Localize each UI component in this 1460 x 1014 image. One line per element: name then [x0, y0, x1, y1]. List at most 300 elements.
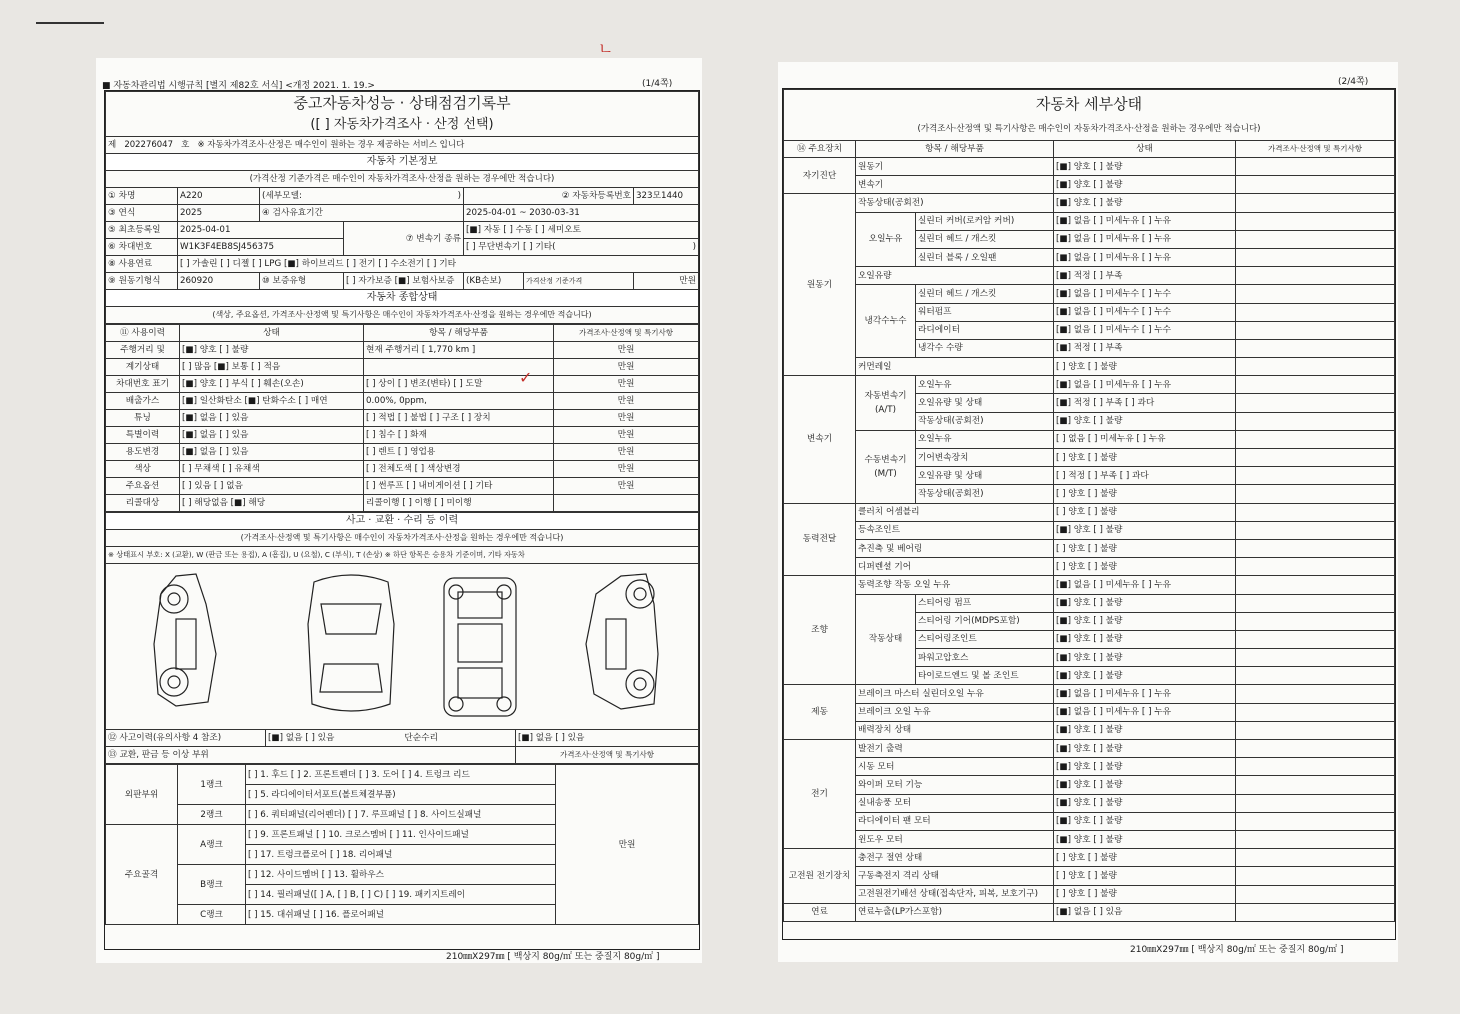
reg-number: 323모1440 — [634, 188, 699, 205]
detail-row — [784, 576, 1395, 594]
part-state: [ ] 양호 [ ] 불량 — [1054, 358, 1236, 376]
part-checklist: [ ] 15. 대쉬패널 [ ] 16. 플로어패널 — [246, 905, 556, 925]
device-group-name: 변속기 — [784, 376, 856, 503]
exchange-label: ⑬ 교환, 판금 등 이상 부위 — [106, 747, 516, 764]
part-checklist: [ ] 14. 필러패널([ ] A, [ ] B, [ ] C) [ ] 19. 패키지트레이 — [246, 885, 556, 905]
overall-unit — [554, 495, 699, 512]
part-price-cell — [1236, 667, 1395, 685]
part-state: [ ] 양호 [ ] 불량 — [1054, 485, 1236, 503]
exchange-table — [105, 764, 699, 925]
overall-row — [106, 495, 699, 512]
part-state: [ ] 양호 [ ] 불량 — [1054, 885, 1236, 903]
form-subtitle: ([ ] 자동차가격조사 · 산정 선택) — [106, 114, 699, 137]
part-name: 오일유량 및 상태 — [916, 394, 1054, 412]
overall-label: 튜닝 — [106, 410, 180, 427]
part-name: 구동축전지 격리 상태 — [856, 867, 1054, 885]
overall-detail: [ ] 적법 [ ] 불법 [ ] 구조 [ ] 장치 — [364, 410, 554, 427]
detail-note: (가격조사·산정액 및 특기사항은 매수인이 자동차가격조사·산정을 원하는 경우에만 적습니다) — [784, 118, 1395, 141]
part-price-cell — [1236, 158, 1395, 176]
overall-label: 용도변경 — [106, 444, 180, 461]
car-name: A220 — [178, 188, 260, 205]
part-name: 라디에이터 팬 모터 — [856, 812, 1054, 830]
detail-row — [784, 267, 1395, 285]
base-price-unit: 만원 — [634, 273, 699, 290]
engine-type-label: ⑨ 원동기형식 — [106, 273, 178, 290]
part-price-cell — [1236, 230, 1395, 248]
doc-no-suffix: 호 — [181, 140, 190, 150]
part-state: [■] 양호 [ ] 불량 — [1054, 412, 1236, 430]
overall-row — [106, 444, 699, 461]
price-col-header-2: 가격조사·산정액 및 특기사항 — [1236, 141, 1395, 158]
overall-row — [106, 427, 699, 444]
insurer: (KB손보) — [464, 273, 524, 290]
part-price-cell — [1236, 776, 1395, 794]
accident-history-label: ⑫ 사고이력(유의사항 4 참조) — [106, 730, 266, 747]
sub-group-name: 냉각수누수 — [856, 285, 916, 358]
part-name: 실린더 헤드 / 개스킷 — [916, 230, 1054, 248]
part-price-cell — [1236, 503, 1395, 521]
part-state: [■] 적정 [ ] 부족 — [1054, 339, 1236, 357]
part-price-cell — [1236, 594, 1395, 612]
part-name: 냉각수 수량 — [916, 339, 1054, 357]
form-title: 중고자동차성능 · 상태점검기록부 — [106, 92, 699, 115]
part-state: [■] 없음 [ ] 미세누수 [ ] 누수 — [1054, 285, 1236, 303]
part-name: 작동상태(공회전) — [916, 412, 1054, 430]
engine-type: 260920 — [178, 273, 260, 290]
device-group-name: 원동기 — [784, 194, 856, 376]
year-label: ③ 연식 — [106, 205, 178, 222]
detail-table — [783, 89, 1395, 922]
part-checklist: [ ] 17. 트렁크플로어 [ ] 18. 리어패널 — [246, 845, 556, 865]
detail-row — [784, 376, 1395, 394]
warranty-options: [ ] 자가보증 [■] 보험사보증 — [346, 276, 455, 286]
vin: W1K3F4EB8SJ456375 — [178, 239, 344, 256]
overall-unit: 만원 — [554, 376, 699, 393]
part-state: [■] 없음 [ ] 있음 — [1054, 903, 1236, 921]
overall-state: [ ] 해당없음 [■] 해당 — [180, 495, 364, 512]
detail-row — [784, 285, 1395, 303]
accident-heading: 사고 · 교환 · 수리 등 이력 — [106, 513, 699, 530]
part-price-cell — [1236, 721, 1395, 739]
car-name-label: ① 차명 — [106, 188, 178, 205]
part-state: [■] 양호 [ ] 불량 — [1054, 776, 1236, 794]
overall-label: 차대번호 표기 — [106, 376, 180, 393]
overall-detail: [ ] 전체도색 [ ] 색상변경 — [364, 461, 554, 478]
part-price-cell — [1236, 630, 1395, 648]
overall-detail: 0.00%, 0ppm, — [364, 393, 554, 410]
part-name: 커먼레일 — [856, 358, 1054, 376]
detail-row — [784, 867, 1395, 885]
detail-row — [784, 158, 1395, 176]
device-group-name: 제동 — [784, 685, 856, 740]
overall-label: 계기상태 — [106, 359, 180, 376]
part-price-cell — [1236, 812, 1395, 830]
form-frame — [104, 90, 700, 950]
part-name: 오일유량 및 상태 — [916, 467, 1054, 485]
part-checklist: [ ] 9. 프론트패널 [ ] 10. 크로스멤버 [ ] 11. 인사이드패널 — [246, 825, 556, 845]
part-name: 충전구 절연 상태 — [856, 849, 1054, 867]
part-name: 스티어링조인트 — [916, 630, 1054, 648]
accident-note: (가격조사·산정액 및 특기사항은 매수인이 자동차가격조사·산정을 원하는 경우에만 적습니다) — [106, 530, 699, 547]
overall-row — [106, 461, 699, 478]
overall-unit: 만원 — [554, 427, 699, 444]
overall-detail: 리콜이행 [ ] 이행 [ ] 미이행 — [364, 495, 554, 512]
overall-state: [■] 없음 [ ] 있음 — [180, 410, 364, 427]
part-price-cell — [1236, 885, 1395, 903]
rank-label: B랭크 — [178, 865, 246, 905]
vin-label: ⑥ 차대번호 — [106, 239, 178, 256]
part-price-cell — [1236, 521, 1395, 539]
status-legend: ※ 상태표시 부호: X (교환), W (판금 또는 용접), A (흠집), U (요철), C (부식), T (손상) ※ 하단 항목은 승용차 기준이며, 기타 자동차 — [106, 547, 699, 564]
part-state: [ ] 양호 [ ] 불량 — [1054, 449, 1236, 467]
model-close: ) — [457, 191, 461, 201]
part-price-cell — [1236, 903, 1395, 921]
part-price-cell — [1236, 176, 1395, 194]
car-diagram — [106, 564, 696, 724]
part-state: [■] 양호 [ ] 불량 — [1054, 812, 1236, 830]
overall-label: 리콜대상 — [106, 495, 180, 512]
part-price-cell — [1236, 558, 1395, 576]
overall-state: [ ] 있음 [ ] 없음 — [180, 478, 364, 495]
overall-state: [■] 없음 [ ] 있음 — [180, 444, 364, 461]
detail-row — [784, 430, 1395, 448]
exchange-price-header: 가격조사·산정액 및 특기사항 — [516, 747, 699, 764]
part-name: 브레이크 마스터 실린더오일 누유 — [856, 685, 1054, 703]
part-name: 브레이크 오일 누유 — [856, 703, 1054, 721]
state-col-header-2: 상태 — [1054, 141, 1236, 158]
overall-unit: 만원 — [554, 410, 699, 427]
overall-unit: 만원 — [554, 478, 699, 495]
overall-detail: [ ] 렌트 [ ] 영업용 — [364, 444, 554, 461]
overall-unit: 만원 — [554, 342, 699, 359]
part-name: 디퍼렌셜 기어 — [856, 558, 1054, 576]
detail-row — [784, 740, 1395, 758]
part-price-cell — [1236, 412, 1395, 430]
part-group-name: 주요골격 — [106, 825, 178, 925]
part-state: [■] 양호 [ ] 불량 — [1054, 740, 1236, 758]
sub-group-name: 수동변속기 (M/T) — [856, 430, 916, 503]
part-state: [ ] 양호 [ ] 불량 — [1054, 539, 1236, 557]
doc-note: ※ 자동차가격조사·산정은 매수인이 원하는 경우 제공하는 서비스 입니다 — [197, 140, 465, 150]
detail-row — [784, 812, 1395, 830]
detail-row — [784, 849, 1395, 867]
part-price-cell — [1236, 612, 1395, 630]
part-price-cell — [1236, 849, 1395, 867]
car-side-right-diagram — [586, 574, 658, 709]
page1-footer: 210㎜X297㎜ [ 백상지 80g/㎡ 또는 중질지 80g/㎡ ] — [446, 952, 660, 962]
detail-row — [784, 903, 1395, 921]
part-price-cell — [1236, 194, 1395, 212]
part-state: [■] 양호 [ ] 불량 — [1054, 830, 1236, 848]
detail-row — [784, 358, 1395, 376]
part-name: 클러치 어셈블리 — [856, 503, 1054, 521]
warranty-label: ⑩ 보증유형 — [260, 273, 344, 290]
part-state: [■] 없음 [ ] 미세누유 [ ] 누유 — [1054, 212, 1236, 230]
form-header-left: ■ 자동차관리법 시행규칙 [별지 제82호 서식] <개정 2021. 1. 19.> — [102, 81, 375, 91]
part-price-cell — [1236, 685, 1395, 703]
part-name: 실린더 블록 / 오일팬 — [916, 248, 1054, 266]
inspection-period: 2025-04-01 ~ 2030-03-31 — [464, 205, 699, 222]
overall-label: 주행거리 및 — [106, 342, 180, 359]
device-group-name: 고전원 전기장치 — [784, 849, 856, 904]
part-state: [■] 없음 [ ] 미세누유 [ ] 누유 — [1054, 576, 1236, 594]
pen-stroke — [36, 22, 104, 24]
part-price-cell — [1236, 649, 1395, 667]
part-name: 배력장치 상태 — [856, 721, 1054, 739]
reg-no-label: ② 자동차등록번호 — [464, 188, 634, 205]
overall-unit: 만원 — [554, 393, 699, 410]
part-state: [ ] 양호 [ ] 불량 — [1054, 503, 1236, 521]
part-name: 오일누유 — [916, 430, 1054, 448]
overall-state: [ ] 많음 [■] 보통 [ ] 적음 — [180, 359, 364, 376]
part-state: [■] 양호 [ ] 불량 — [1054, 630, 1236, 648]
part-price-cell — [1236, 867, 1395, 885]
part-price-cell — [1236, 376, 1395, 394]
overall-heading: 자동차 종합상태 — [106, 290, 699, 307]
car-underbody-diagram — [444, 578, 516, 716]
part-state: [■] 없음 [ ] 미세누유 [ ] 누유 — [1054, 685, 1236, 703]
part-state: [■] 양호 [ ] 불량 — [1054, 649, 1236, 667]
part-name: 워터펌프 — [916, 303, 1054, 321]
first-reg-label: ⑤ 최초등록일 — [106, 222, 178, 239]
part-state: [■] 적정 [ ] 부족 [ ] 과다 — [1054, 394, 1236, 412]
part-name: 오일누유 — [916, 376, 1054, 394]
sub-group-name: 오일누유 — [856, 212, 916, 267]
part-name: 고전원전기배선 상태(접속단자, 피복, 보호기구) — [856, 885, 1054, 903]
fuel-label: ⑧ 사용연료 — [106, 256, 178, 273]
overall-detail: [ ] 침수 [ ] 화재 — [364, 427, 554, 444]
part-name: 스티어링 펌프 — [916, 594, 1054, 612]
transmission-options-1: [■] 자동 [ ] 수동 [ ] 세미오토 — [464, 222, 699, 239]
transmission-options-2: [ ] 무단변속기 [ ] 기타( — [466, 242, 556, 252]
part-price-cell — [1236, 303, 1395, 321]
part-state: [ ] 없음 [ ] 미세누유 [ ] 누유 — [1054, 430, 1236, 448]
price-col-header: 가격조사·산정액 및 특기사항 — [554, 325, 699, 342]
detail-row — [784, 503, 1395, 521]
part-price-cell — [1236, 248, 1395, 266]
part-state: [■] 없음 [ ] 미세누유 [ ] 누유 — [1054, 376, 1236, 394]
car-diagram-area — [106, 564, 699, 730]
part-state: [■] 양호 [ ] 불량 — [1054, 667, 1236, 685]
part-price-cell — [1236, 321, 1395, 339]
rank-label: 2랭크 — [178, 805, 246, 825]
device-group-name: 전기 — [784, 740, 856, 849]
overall-unit: 만원 — [554, 359, 699, 376]
sub-group-name: 자동변속기 (A/T) — [856, 376, 916, 431]
part-checklist: [ ] 1. 후드 [ ] 2. 프론트펜더 [ ] 3. 도어 [ ] 4. 트렁크 리드 — [246, 765, 556, 785]
inspection-label: ④ 검사유효기간 — [260, 205, 464, 222]
overall-label: 특별이력 — [106, 427, 180, 444]
rank-label: C랭크 — [178, 905, 246, 925]
device-group-name: 조향 — [784, 576, 856, 685]
part-state: [■] 양호 [ ] 불량 — [1054, 794, 1236, 812]
form-page-1 — [96, 58, 702, 963]
part-state: [■] 양호 [ ] 불량 — [1054, 594, 1236, 612]
part-state: [■] 양호 [ ] 불량 — [1054, 194, 1236, 212]
part-price-cell — [1236, 339, 1395, 357]
overall-detail: 현재 주행거리 [ 1,770 km ] — [364, 342, 554, 359]
part-name: 연료누출(LP가스포함) — [856, 903, 1054, 921]
overall-state: [■] 양호 [ ] 불량 — [180, 342, 364, 359]
overall-row — [106, 478, 699, 495]
basic-info-heading: 자동차 기본정보 — [106, 154, 699, 171]
part-name: 파워고압호스 — [916, 649, 1054, 667]
detail-row — [784, 794, 1395, 812]
transmission-close: ) — [692, 242, 696, 252]
part-state: [■] 양호 [ ] 불량 — [1054, 721, 1236, 739]
part-price-cell — [1236, 467, 1395, 485]
part-name: 변속기 — [856, 176, 1054, 194]
part-name: 라디에이터 — [916, 321, 1054, 339]
basic-info-table — [105, 91, 699, 324]
part-price-cell — [1236, 703, 1395, 721]
part-state: [■] 양호 [ ] 불량 — [1054, 158, 1236, 176]
detail-row — [784, 703, 1395, 721]
detail-row — [784, 685, 1395, 703]
part-price-cell — [1236, 830, 1395, 848]
part-name: 기어변속장치 — [916, 449, 1054, 467]
part-name: 오일유량 — [856, 267, 1054, 285]
car-top-diagram — [308, 575, 394, 711]
detail-row — [784, 521, 1395, 539]
model-label: (세부모델: — [262, 191, 302, 201]
part-name: 동력조향 작동 오일 누유 — [856, 576, 1054, 594]
detail-row — [784, 539, 1395, 557]
part-price-cell — [1236, 449, 1395, 467]
accident-history-value: [■] 없음 [ ] 있음 — [268, 733, 335, 743]
detail-row — [784, 176, 1395, 194]
overall-state: [■] 양호 [ ] 부식 [ ] 훼손(오손) — [180, 376, 364, 393]
part-price-cell — [1236, 430, 1395, 448]
transmission-label: ⑦ 변속기 종류 — [344, 222, 464, 256]
part-state: [■] 없음 [ ] 미세누유 [ ] 누유 — [1054, 248, 1236, 266]
overall-note: (색상, 주요옵션, 가격조사·산정액 및 특기사항은 매수인이 자동차가격조사·산정을 원하는 경우에만 적습니다) — [106, 307, 699, 324]
part-name: 시동 모터 — [856, 758, 1054, 776]
base-price-label: 가격산정 기준가격 — [524, 273, 634, 290]
overall-label: 배출가스 — [106, 393, 180, 410]
fuel-options: [ ] 가솔린 [ ] 디젤 [ ] LPG [■] 하이브리드 [ ] 전기 [ ] 수소전기 [ ] 기타 — [178, 256, 699, 273]
overall-label: 주요옵션 — [106, 478, 180, 495]
part-name: 윈도우 모터 — [856, 830, 1054, 848]
detail-row — [784, 830, 1395, 848]
detail-row — [784, 758, 1395, 776]
part-state: [ ] 양호 [ ] 불량 — [1054, 867, 1236, 885]
part-state: [■] 양호 [ ] 불량 — [1054, 176, 1236, 194]
detail-row — [784, 721, 1395, 739]
part-state: [ ] 양호 [ ] 불량 — [1054, 558, 1236, 576]
part-state: [■] 없음 [ ] 미세누수 [ ] 누수 — [1054, 303, 1236, 321]
part-price-cell — [1236, 758, 1395, 776]
form-page-2 — [778, 62, 1398, 962]
part-name: 실내송풍 모터 — [856, 794, 1054, 812]
part-name: 실린더 커버(로커암 커버) — [916, 212, 1054, 230]
rank-label: 1랭크 — [178, 765, 246, 805]
overall-state: [ ] 무채색 [ ] 유채색 — [180, 461, 364, 478]
part-state: [ ] 양호 [ ] 불량 — [1054, 849, 1236, 867]
overall-row — [106, 359, 699, 376]
part-price-cell — [1236, 267, 1395, 285]
part-col-header: 항목 / 해당부품 — [856, 141, 1054, 158]
part-name: 작동상태(공회전) — [916, 485, 1054, 503]
detail-row — [784, 558, 1395, 576]
overall-unit: 만원 — [554, 461, 699, 478]
part-state: [■] 양호 [ ] 불량 — [1054, 612, 1236, 630]
part-price-cell — [1236, 212, 1395, 230]
accident-table — [105, 512, 699, 764]
detail-row — [784, 885, 1395, 903]
device-group-name: 연료 — [784, 903, 856, 921]
part-price-cell — [1236, 485, 1395, 503]
first-reg-date: 2025-04-01 — [178, 222, 344, 239]
rank-label: A랭크 — [178, 825, 246, 865]
overall-detail: [ ] 썬루프 [ ] 내비게이션 [ ] 기타 — [364, 478, 554, 495]
part-state: [ ] 적정 [ ] 부족 [ ] 과다 — [1054, 467, 1236, 485]
overall-row — [106, 342, 699, 359]
simple-repair-label: 단순수리 — [404, 733, 438, 743]
history-col-header: ⑪ 사용이력 — [106, 325, 180, 342]
overall-unit: 만원 — [554, 444, 699, 461]
page-number: (1/4쪽) — [642, 79, 673, 89]
part-name: 실린더 헤드 / 개스킷 — [916, 285, 1054, 303]
part-name: 등속조인트 — [856, 521, 1054, 539]
item-col-header: 항목 / 해당부품 — [364, 325, 554, 342]
part-name: 추진축 및 베어링 — [856, 539, 1054, 557]
part-price-cell — [1236, 285, 1395, 303]
car-side-left-diagram — [154, 574, 216, 706]
part-price-cell — [1236, 740, 1395, 758]
overall-state: [■] 일산화탄소 [■] 탄화수소 [ ] 매연 — [180, 393, 364, 410]
part-name: 작동상태(공회전) — [856, 194, 1054, 212]
overall-label: 색상 — [106, 461, 180, 478]
page-number-2: (2/4쪽) — [1338, 77, 1369, 87]
part-state: [■] 양호 [ ] 불량 — [1054, 758, 1236, 776]
part-checklist: [ ] 12. 사이드멤버 [ ] 13. 휠하우스 — [246, 865, 556, 885]
exchange-row — [106, 765, 699, 785]
doc-no-label: 제 — [108, 140, 117, 150]
part-price-cell — [1236, 576, 1395, 594]
model-year: 2025 — [178, 205, 260, 222]
part-name: 스티어링 기어(MDPS포함) — [916, 612, 1054, 630]
page2-footer: 210㎜X297㎜ [ 백상지 80g/㎡ 또는 중질지 80g/㎡ ] — [1130, 945, 1344, 955]
detail-frame — [782, 88, 1396, 940]
part-checklist: [ ] 6. 쿼터패널(리어펜더) [ ] 7. 루프패널 [ ] 8. 사이드실패널 — [246, 805, 556, 825]
exchange-price-unit: 만원 — [556, 765, 699, 925]
overall-state: [■] 없음 [ ] 있음 — [180, 427, 364, 444]
state-col-header: 상태 — [180, 325, 364, 342]
simple-repair-value: [■] 없음 [ ] 있음 — [516, 730, 699, 747]
part-name: 와이퍼 모터 기능 — [856, 776, 1054, 794]
overall-row — [106, 393, 699, 410]
part-state: [■] 없음 [ ] 미세누유 [ ] 누유 — [1054, 230, 1236, 248]
overall-status-table — [105, 324, 699, 512]
doc-number: 202276047 — [124, 140, 173, 150]
part-checklist: [ ] 5. 라디에이터서포트(볼트체결부품) — [246, 785, 556, 805]
part-state: [■] 적정 [ ] 부족 — [1054, 267, 1236, 285]
part-state: [■] 없음 [ ] 미세누수 [ ] 누수 — [1054, 321, 1236, 339]
part-name: 원동기 — [856, 158, 1054, 176]
part-state: [■] 양호 [ ] 불량 — [1054, 521, 1236, 539]
basic-info-note: (가격산정 기준가격은 매수인이 자동차가격조사·산정을 원하는 경우에만 적습니다) — [106, 171, 699, 188]
part-price-cell — [1236, 794, 1395, 812]
detail-title: 자동차 세부상태 — [784, 90, 1395, 119]
detail-row — [784, 776, 1395, 794]
part-name: 타이로드엔드 및 볼 조인트 — [916, 667, 1054, 685]
overall-detail: [ ] 상이 [ ] 변조(변타) [ ] 도말 — [364, 376, 554, 393]
red-tick-mark: ㄴ — [598, 39, 614, 58]
overall-row — [106, 410, 699, 427]
red-check-mark: ✓ — [519, 368, 533, 387]
part-price-cell — [1236, 394, 1395, 412]
